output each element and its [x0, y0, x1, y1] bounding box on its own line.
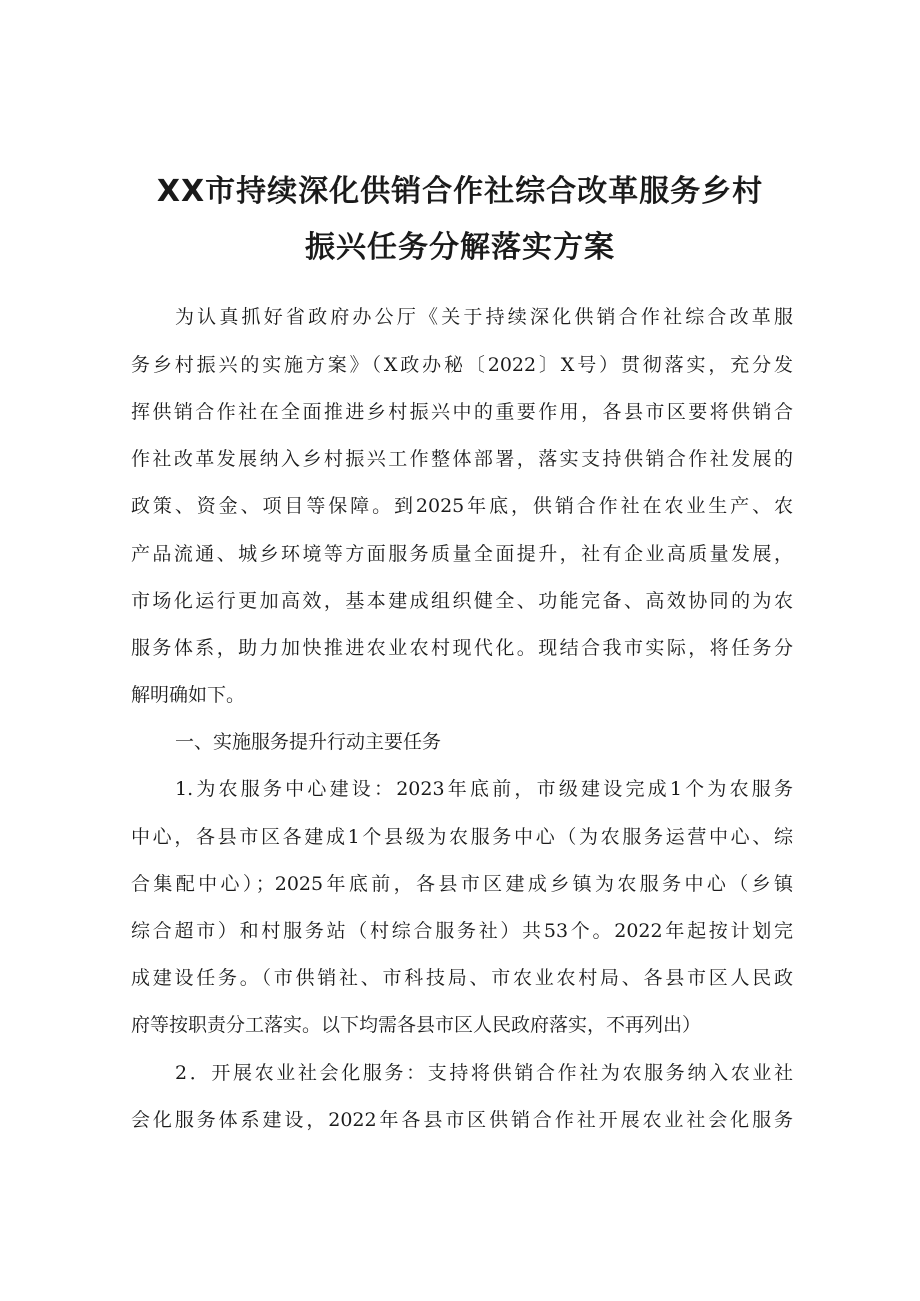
body-text-line: 产品流通、城乡环境等方面服务质量全面提升，社有企业高质量发展，: [131, 543, 793, 565]
body-text-line: 为认真抓好省政府办公厅《关于持续深化供销合作社综合改革服: [175, 306, 793, 328]
body-text-line: 作社改革发展纳入乡村振兴工作整体部署，落实支持供销合作社发展的: [131, 448, 793, 470]
body-text-line: 2．开展农业社会化服务：支持将供销合作社为农服务纳入农业社: [175, 1062, 793, 1084]
body-text-line: 解明确如下。: [131, 684, 246, 706]
body-text-line: 挥供销合作社在全面推进乡村振兴中的重要作用，各县市区要将供销合: [131, 401, 793, 423]
body-text-line: 市场化运行更加高效，基本建成组织健全、功能完备、高效协同的为农: [131, 590, 793, 612]
body-text-line: 会化服务体系建设，2022年各县市区供销合作社开展农业社会化服务: [131, 1109, 793, 1131]
body-text-line: 府等按职责分工落实。以下均需各县市区人民政府落实，不再列出）: [131, 1014, 702, 1036]
document-title-line-2: 振兴任务分解落实方案: [305, 230, 615, 265]
document-title-line-1: XX市持续深化供销合作社综合改革服务乡村: [156, 174, 764, 209]
body-text-line: 政策、资金、项目等保障。到2025年底，供销合作社在农业生产、农: [131, 495, 793, 517]
body-text-line: 成建设任务。（市供销社、市科技局、市农业农村局、各县市区人民政: [131, 967, 793, 989]
body-text-line: 服务体系，助力加快推进农业农村现代化。现结合我市实际，将任务分: [131, 637, 793, 659]
body-text-line: 1.为农服务中心建设：2023年底前，市级建设完成1个为农服务: [175, 778, 793, 800]
body-text-line: 务乡村振兴的实施方案》（X政办秘〔2022〕X号）贯彻落实，充分发: [131, 354, 793, 376]
section-heading: 一、实施服务提升行动主要任务: [175, 731, 442, 753]
body-text-line: 中心，各县市区各建成1个县级为农服务中心（为农服务运营中心、综: [131, 826, 793, 848]
body-text-line: 合集配中心）；2025年底前，各县市区建成乡镇为农服务中心（乡镇: [131, 873, 793, 895]
body-text-line: 综合超市）和村服务站（村综合服务社）共53个。2022年起按计划完: [131, 920, 793, 942]
